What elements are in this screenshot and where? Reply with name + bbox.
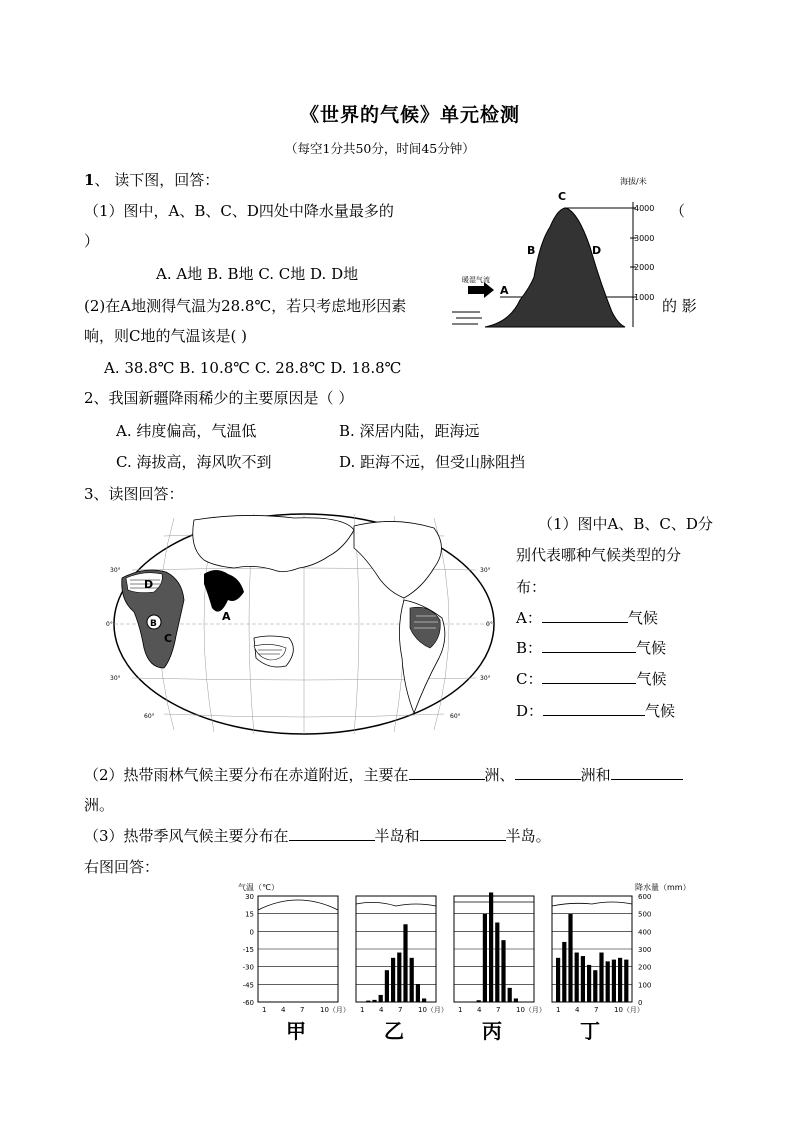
month-tick-label: 4 [281,1006,286,1014]
mountain-tick-2000: 2000 [634,263,655,272]
precip-bar [587,965,591,1002]
precip-bar [501,940,505,1002]
precip-bar [606,961,610,1002]
month-tick-label: 7 [300,1006,305,1014]
month-tick-label: 10（月） [418,1006,448,1014]
climate-panel [552,896,644,1043]
answer-b-label: B： [516,639,543,657]
panel-label: 丙 [482,1019,502,1043]
precip-bar [416,984,420,1002]
month-tick-label: 7 [594,1006,599,1014]
q3-p2-text-b: 洲、 [484,766,515,784]
temp-tick-label: 15 [245,910,254,919]
q1-p2-line2: 响，则C地的气温该是( ) [84,327,247,345]
q3-p2 [84,765,683,785]
map-lat-label: 0° [486,621,493,628]
precip-bar [458,1002,462,1003]
map-letter-b: B [150,619,157,629]
q3-p3 [84,826,551,846]
climate-panel [258,896,350,1043]
q3-p2-blank-3[interactable] [611,765,683,780]
precip-bar [366,1001,370,1002]
precip-bar [324,1002,328,1003]
q3-p3-text-b: 半岛和 [374,827,420,845]
q2-option-d: D. 距海不远，但受山脉阻挡 [339,453,526,471]
temp-tick-label: -15 [242,946,254,954]
precip-bar [562,942,566,1002]
precip-bar [410,958,414,1002]
precip-bar [495,923,499,1003]
answer-line-a [516,608,658,628]
precip-bar [330,1002,334,1003]
precip-bar [391,958,395,1002]
precip-bar [305,1002,309,1003]
precip-bar [360,1002,364,1003]
q1-p1-line2: ） [84,232,100,250]
climate-panel [454,892,546,1043]
precip-bar [593,970,597,1002]
q3-stem: 3、读图回答： [84,485,184,503]
panel-label: 乙 [384,1019,404,1043]
precip-bar [268,1002,272,1003]
q1-p1-line1: （1）图中，A、B、C、D四处中降水量最多的 [84,202,394,220]
mountain-point-a: A [500,284,509,297]
right-axis-title: 降水量（mm） [635,883,691,892]
precip-tick-label: 300 [638,946,652,954]
precip-bar [624,960,628,1002]
precip-bar [403,924,407,1002]
precip-bar [599,953,603,1002]
q1-intro-text: 、 读下图，回答： [94,171,220,189]
precip-bar [581,956,585,1002]
map-lat-label: 30° [110,675,121,682]
answer-d-suffix: 气候 [645,702,676,720]
q3-p2-text-c: 洲和 [580,766,611,784]
mountain-axis-title: 海拔/米 [620,177,647,186]
q1-number: 1 [84,171,95,189]
answer-line-b [516,638,666,658]
q3-p3-text-c: 半岛。 [505,827,551,845]
precip-bar [526,1002,530,1003]
q3-p1-line1: （1）图中A、B、C、D分 [538,515,713,533]
precip-bar [470,1002,474,1003]
answer-line-d [516,701,675,721]
precip-bar [372,1000,376,1002]
precip-bar [483,914,487,1002]
page-subtitle: （每空1分共50分，时间45分钟） [285,141,475,156]
precip-bar [612,960,616,1002]
answer-b-suffix: 气候 [636,639,667,657]
map-letter-d: D [144,578,154,591]
q4-stem: 右图回答： [84,858,160,876]
precip-bar [489,892,493,1002]
month-tick-label: 4 [379,1006,384,1014]
q3-p3-blank-2[interactable] [420,826,506,841]
answer-c-label: C： [516,670,543,688]
precip-tick-label: 100 [638,981,652,990]
precip-bar [575,953,579,1002]
mountain-point-c: C [558,190,567,203]
answer-a-blank[interactable] [542,608,628,623]
mountain-shape [485,208,625,327]
q2-option-b: B. 深居内陆，距海远 [339,422,480,440]
panel-label: 甲 [286,1019,306,1043]
month-tick-label: 1 [458,1006,463,1014]
map-lat-label: 30° [480,675,491,682]
precip-bar [556,958,560,1002]
precip-tick-label: 0 [638,999,643,1007]
answer-c-suffix: 气候 [636,670,667,688]
q3-p2-blank-2[interactable] [515,765,581,780]
answer-a-suffix: 气候 [627,609,658,627]
answer-a-label: A： [516,609,542,627]
answer-b-blank[interactable] [542,638,636,653]
precip-bar [618,958,622,1002]
answer-d-blank[interactable] [543,701,645,716]
wind-arrow-icon [468,282,494,298]
temp-tick-label: -30 [242,963,254,972]
world-map [104,508,504,740]
precip-bar [397,953,401,1002]
q1-p1-options: A. A地 B. B地 C. C地 D. D地 [156,265,359,283]
q3-p3-text-a: （3）热带季风气候主要分布在 [84,827,289,845]
month-tick-label: 1 [262,1006,267,1014]
precip-bar [281,1002,285,1003]
map-letter-c: C [164,632,173,645]
map-lat-label: 30° [110,567,121,574]
answer-line-c [516,669,667,689]
wind-label: 暖湿气流 [462,276,490,284]
panel-label: 丁 [580,1019,600,1043]
mountain-figure [450,172,665,332]
precip-bar [422,998,426,1002]
q1-p2-options: A. 38.8℃ B. 10.8℃ C. 28.8℃ D. 18.8℃ [104,359,402,377]
q1-p2-line1: (2)在A地测得气温为28.8℃，若只考虑地形因素 [84,297,407,315]
month-tick-label: 10（月） [614,1006,644,1014]
q3-p1-line3: 布： [516,578,547,596]
month-tick-label: 4 [477,1006,482,1014]
answer-d-label: D： [516,702,544,720]
month-tick-label: 7 [496,1006,501,1014]
precip-bar [274,1002,278,1003]
q3-p3-blank-1[interactable] [289,826,375,841]
precip-tick-label: 600 [638,893,652,901]
temp-tick-label: 30 [245,893,254,901]
precip-bar [379,995,383,1002]
precip-bar [262,1002,266,1003]
q3-p1-line2: 别代表哪种气候类型的分 [516,546,682,564]
month-tick-label: 10（月） [516,1006,546,1014]
q1-p2-tail: 的 影 [662,297,697,315]
month-tick-label: 10（月） [320,1006,350,1014]
mountain-point-b: B [527,244,536,257]
precip-bar [293,1002,297,1003]
precip-bar [299,1002,303,1003]
left-axis-title: 气温（℃） [238,883,279,892]
page-title: 《世界的气候》单元检测 [300,104,521,126]
map-lat-label: 60° [144,713,155,720]
month-tick-label: 4 [575,1006,580,1014]
month-tick-label: 7 [398,1006,403,1014]
month-tick-label: 1 [360,1006,365,1014]
temp-tick-label: 0 [249,928,254,937]
precip-bar [464,1002,468,1003]
precip-bar [568,914,572,1002]
temp-tick-label: -60 [242,999,254,1007]
precip-tick-label: 400 [638,928,652,937]
precip-bar [520,1002,524,1003]
precip-bar [385,970,389,1002]
climate-panel [356,896,448,1043]
precip-tick-label: 200 [638,963,652,972]
map-lat-label: 0° [106,621,113,628]
mountain-tick-4000: 4000 [634,204,655,213]
q1-intro [84,170,219,190]
precip-bar [318,1002,322,1003]
q3-p2-blank-1[interactable] [409,765,485,780]
mountain-point-d: D [592,244,602,257]
mountain-tick-3000: 3000 [634,234,655,243]
climate-charts [236,878,694,1048]
precip-bar [477,1000,481,1002]
answer-c-blank[interactable] [542,669,636,684]
temp-tick-label: -45 [242,981,254,990]
q2-stem: 2、我国新疆降雨稀少的主要原因是（ ） [84,389,354,407]
month-tick-label: 1 [556,1006,561,1014]
precip-bar [428,1002,432,1003]
q3-p2-end: 洲。 [84,796,115,814]
q2-option-a: A. 纬度偏高，气温低 [116,422,257,440]
map-lat-label: 30° [480,567,491,574]
mountain-tick-1000: 1000 [634,293,655,302]
q2-option-c: C. 海拔高，海风吹不到 [116,453,272,471]
q3-p2-text-a: （2）热带雨林气候主要分布在赤道附近，主要在 [84,766,409,784]
q1-p1-tail: （ [670,202,686,220]
precip-bar [514,998,518,1002]
map-lat-label: 60° [450,713,461,720]
precip-tick-label: 500 [638,910,652,919]
precip-bar [508,988,512,1002]
map-letter-a: A [222,610,231,623]
precip-bar [312,1002,316,1003]
precip-bar [287,1002,291,1003]
